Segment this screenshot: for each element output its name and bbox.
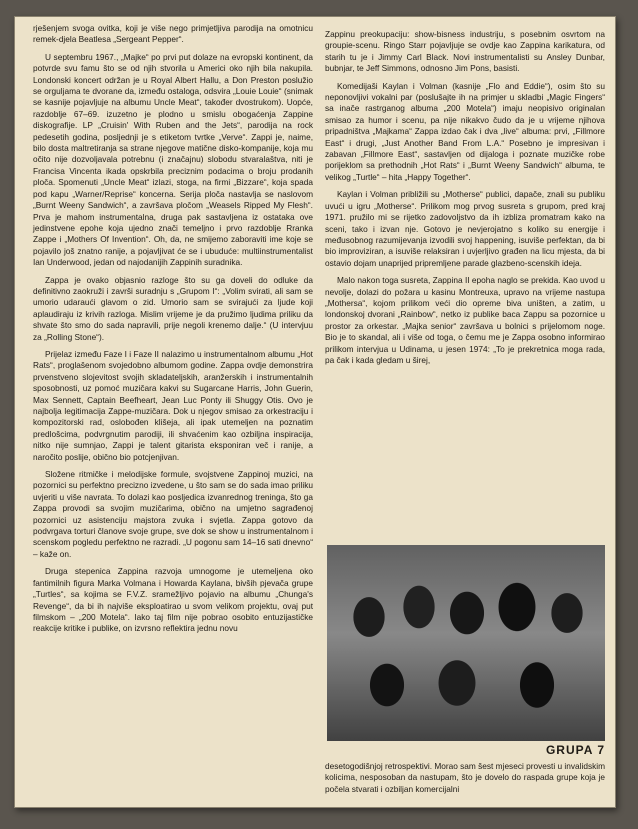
paragraph: Prijelaz između Faze I i Faze II nalazimo u instrumentalnom albumu „Hot Rats“, proglašenom svojedobno albumom godine. Zappa ovdje demonstrira prvenstveno slojevitost svojih skladateljskih, aranžerskih i instrumentalnih sposobnosti, uz pomoć muzičara kakvi su Sugarcane Harris, John Guerin, Max Sennett, Captain Beefheart, Jean Luc Ponty ili Shuggy Otis. Ovo je najbolja legitimacija Zappe-muzičara. Dok u njegov smisao za orkestraciju i kompozitorski rad, oslobođen klišeja, ali ipak utemeljen na poznatim predlošcima, podvrgnutim parodiji, ili shvaćenim kao ozbiljna inspiracija, nitko nije sumnjao, Zappi je talent gitarista eksponiran več i ranije, a naročito poslije, obično bio potcjenjivan.: [33, 348, 313, 462]
page-number: 7: [597, 743, 605, 757]
paragraph: Kaylan i Volman približili su „Motherse“ publici, dapače, znali su publiku uvući u igru „Motherse“. Prilikom mog prvog susreta s grupom, pred kraj 1971. pružilo mi se rijetko zadovoljstvo da ih izbliza promatram kako na sceni, tako i izvan nje. Gotovo je nevjerojatno s koliko su energije i međusobnog razumijevanja izvodili svoj happening, isuviše perfektan, da bi bio improviziran, a isuviše relaksiran i uvjerljivo građen na licu mjesta, da bi ostavio dojam unaprijed pripremljene parade glazbeno-scenskih ideja.: [325, 189, 605, 268]
right-column-bottom: [325, 761, 605, 795]
magazine-name: GRUPA: [545, 743, 593, 757]
paragraph: Zappinu preokupaciju: show-bisness industriju, s posebnim osvrtom na groupie-scenu. Ringo Starr pojavljuje se ovdje kao Zappina karikatura, od starih tu je i Jimmy Carl Black. Novi instrumentalisti su Ansley Dunbar, bubnjar, te Jeff Simmons, odnosno Jim Pons, basisti.: [325, 29, 605, 74]
paragraph: Druga stepenica Zappina razvoja umnogome je utemeljena oko fantimilnih figura Marka Volmana i Howarda Kaylana, bivših pjevača grupe „Turtles“, sa kojima se F.V.Z. sramežljivo pojavio na albumu „Chunga's Revenge“, da bi ih najviše eksploatirao u svom velikom projektu, ovaj put filmskom – „200 Motela“. Iako taj film nije pobrao osobito entuzijastičke reakcije kritike i publike, on izvrsno reflektira jednu novu: [33, 566, 313, 634]
paragraph: rješenjem svoga ovitka, koji je više nego primjetljiva parodija na omotnicu remek-djela Beatlesa „Sergeant Pepper“.: [33, 23, 313, 45]
paragraph: Malo nakon toga susreta, Zappina II epoha naglo se prekida. Kao uvod u nevolje, dolazi do požara u kasinu Montreuxa, upravo na vrijeme nastupa „Mothersa“, kojom prilikom veći dio opreme biva uništen, a zatim, u londonskoj dvorani „Rainbow“, netko iz publike baca Zappu sa pozornice u prostor za orkestar. „Majka senior“ završava u bolnici s prijelomom noge. Bio je to skandal, ali i više od toga, o čemu me je Zappa osobno informirao prilikom intervjua u Udinama, u jesen 1974: „To je prekretnica moga rada, pa čak i kada gledam u širej,: [325, 275, 605, 365]
paragraph: Komedijaši Kaylan i Volman (kasnije „Flo and Eddie“), osim što su neponovljivi vokalni par (poslušajte ih na primjer u skladbi „Magic Fingers“ sa inače rastrganog albuma „200 Motela“) imaju neopisivo originalan smisao za humor i scenu, pa nije nikakvo čudo da je u vrijeme njihova pripadništva „Majkama“ Zappa izdao čak i dva „live“ albuma: prvi, „Fillmore East“ i drugi, „Just Another Band From L.A.“ Posebno je impresivan i zabavan „Fillmore East“, sastavljen od dijaloga i poznate muzičke robe porijeklom sa prethodnih „Hot Rats“ i „Burnt Weeny Sandwich“ albuma, te velikog „Turtle“ – hita „Happy Together“.: [325, 80, 605, 182]
magazine-page: [14, 16, 616, 808]
left-column: [33, 23, 313, 641]
paragraph: Zappa je ovako objasnio razloge što su ga doveli do odluke da definitivno zaokruži i završi suradnju s „Grupom I“: „Volim svirati, ali sam se umorio udaraući glavom o zid. Umorio sam se svirajući za ljude koji aplaudiraju iz krivih razloga. Mislim vrijeme je da pružimo ljudima priliku da shvate što smo do sada napravili, prije negoli krenemo dalje.“ (U intervjuu za „Rolling Stone“).: [33, 274, 313, 342]
band-photo: [327, 545, 605, 741]
page-footer: [327, 743, 605, 759]
paragraph: U septembru 1967., „Majke“ po prvi put dolaze na evropski kontinent, da potvrde svu famu što se od njih stvorila u Americi oko njih bila nakupila. Londonski koncert održan je u Royal Albert Hallu, a Don Preston poslužio se orguljama te dvorane da, između ostaloga, odsvira „Louie Louie“ (snimak se kasnije pojavljuje na albumu Uncle Meat“, također dvostrukom). Uopće, razdoblje 67–69. izuzetno je plodno u smislu obogaćenja Zappine diskografije. LP „Cruisin' With Ruben and the Jets“, parodija na rock pedesetih godina, posljednji je s etiketom tvrtke „Verve“. Zappi je, naime, bilo dosta maltretiranja sa strane njegove matične disko-kompanije, koja mu očito nije dozvoljavala potrebnu (i značajnu) slobodu stvaralaštva, niti je Francisa Vincenta ikada opskrbila preciznim podacima o broju prodanih ploča. Spomenuti „Uncle Meat“ izlazi, stoga, na firmi „Bizzare“, koja spada pod kapu „Warner/Reprise“ koncerna. Serija ploča nastavlja se naslovom „Burnt Weeny Sandwich“, a završava pločom „Weasels Ripped My Flesh“. Prva je mahom instrumentalna, druga pak sastavljena iz ostataka ove jedinstvene epohe koja ujedno znači temeljno i prvo razdoblje Rranka Zappe i „Mothers Of Invention“. Oh, da, ne smijemo zaboraviti ime koje se pojavilo još znatno ranije, a pojavljivat će se i ubuduće: multiinstrumentalist Ian Underwood, jedan od najodanijih Zappinih suradnika.: [33, 51, 313, 268]
paragraph: Složene ritmičke i melodijske formule, svojstvene Zappinoj muzici, na pozornici su perfektno precizno izvedene, u što sam se do sada imao priliku uvjeriti u više navrata. To dolazi kao posljedica izvanrednog treninga, što ga Zappa provodi sa svojim muzičarima, obično na umjetno sagrađenoj pozornici uz asistenciju majstora zvuka i svjetla. Zappa gotovo da podvrgava torturi članove svoje grupe, sve dok se show u instrumentalnom i scenskom pogledu perfektno ne razradi. „U pogonu sam 14–16 sati dnevno“ – kaže on.: [33, 469, 313, 559]
right-column: [325, 29, 605, 372]
footer-label: [546, 743, 605, 757]
paragraph: desetogodišnjoj retrospektivi. Morao sam šest mjeseci provesti u invalidskim kolicima, nesposoban da nastupam, što je dovelo do raspada grupe koja je počela stvarati i ozbiljan komercijalni: [325, 761, 605, 794]
